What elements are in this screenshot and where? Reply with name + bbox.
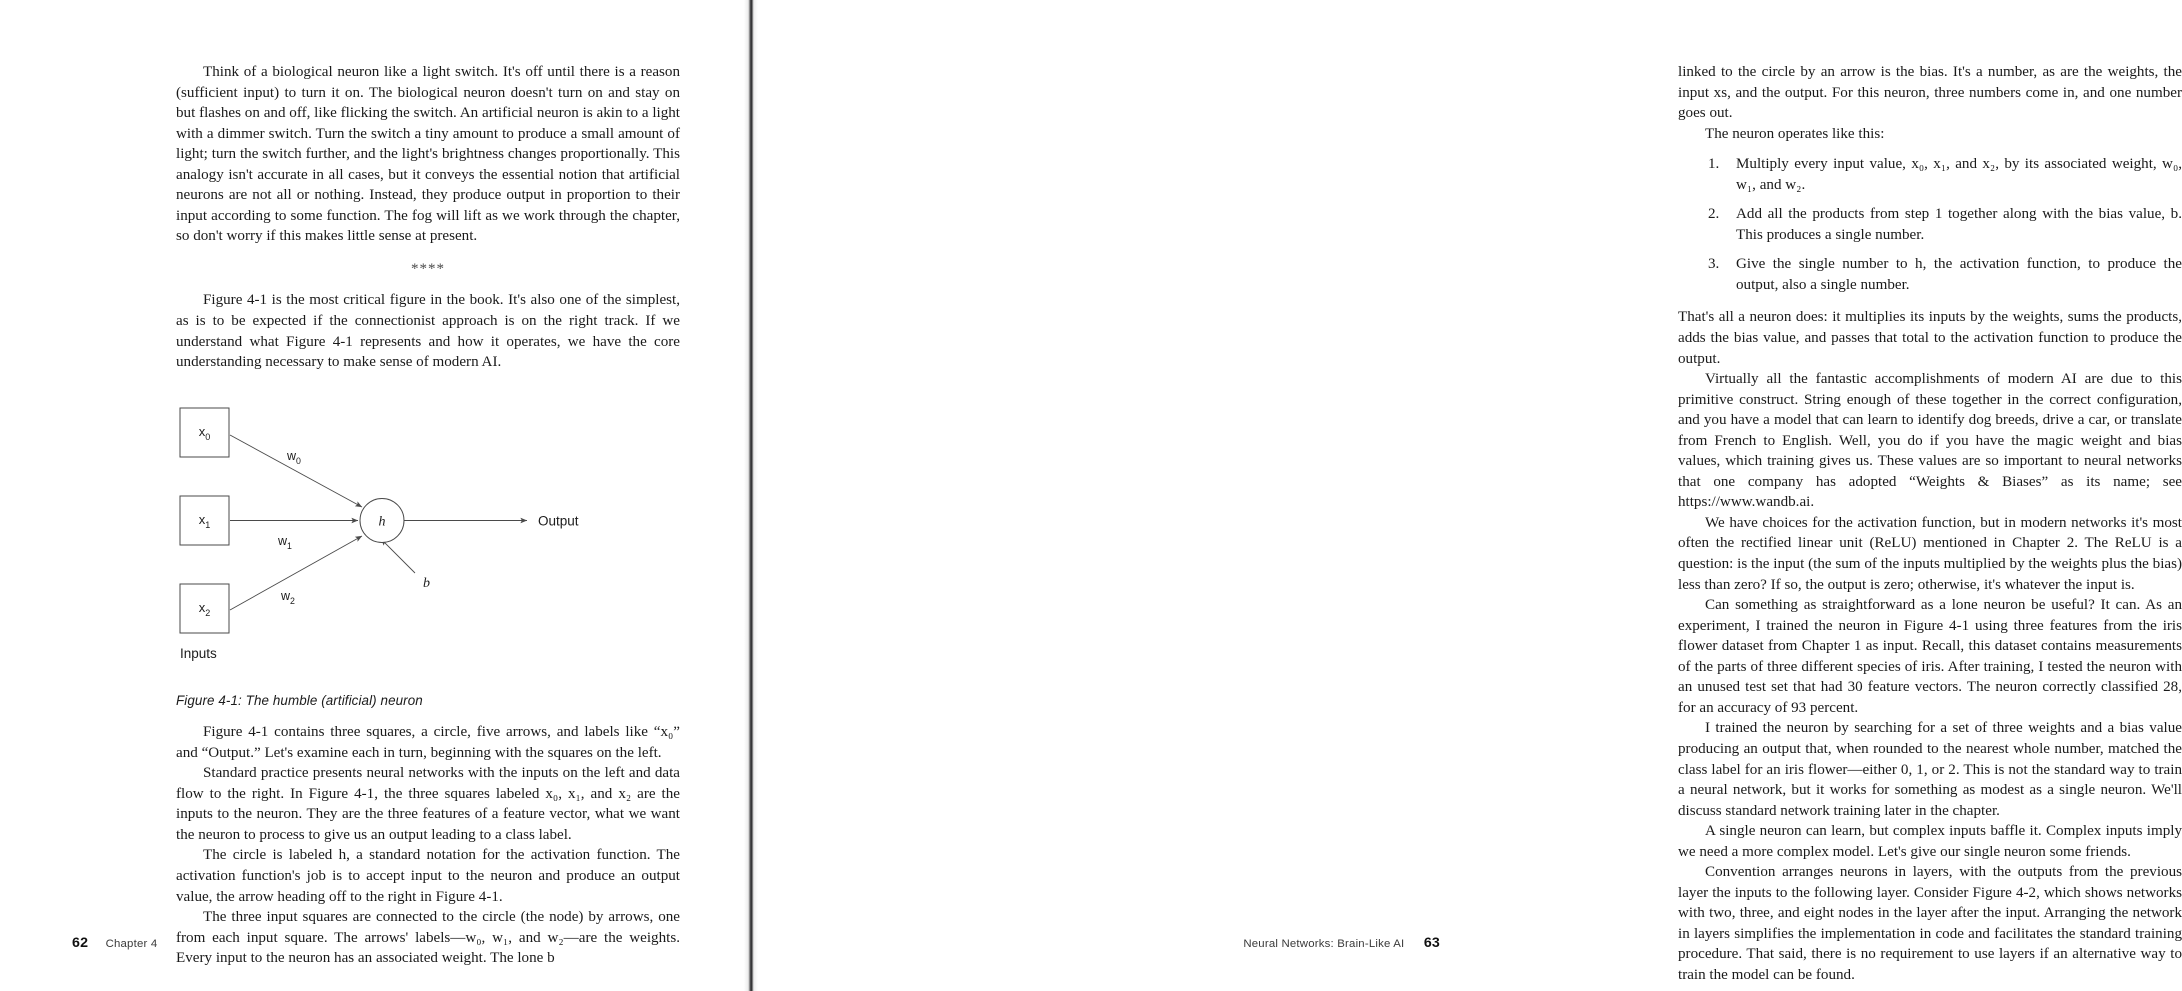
arrow-w2 [230,533,362,610]
label-w0: $w_0$ [287,448,301,466]
paragraph-training-search: I trained the neuron by searching for a set of three weights and a bias value producing an output that, when rounded to the nearest whole number, matched the class label for an iris flower—either 0, 1, or 2. This is not the standard way to train a neural network, but it works for something as modest as a single neuron. We'll discuss standard network training later in the chapter. [1678,720,2182,819]
paragraph-activation-choices: We have choices for the activation function, but in modern networks it's most often the rectified linear unit (ReLU) mentioned in Chapter 2. The ReLU is a question: is the input (the sum of the inputs multiplied by the weights plus the bias) less than zero? If so, the output is zero; otherwise, it's whatever the input is. [1678,514,2182,593]
figure-4-1 [176,397,680,689]
left-page-text-column [176,62,680,969]
paragraph-lead-in: The neuron operates like this: [1705,125,1885,142]
paragraph-circle-h [176,845,680,907]
svg-text:x1: $x_1$ [198,511,211,530]
list-item-number: 2. [1708,206,1720,223]
list-item [1678,154,2182,195]
paragraph-virtually-all: Virtually all the fantastic accomplishments of modern AI are due to this primitive construct. String enough of these together in the correct configuration, and you have a model that can learn to identify dog breeds, drive a car, or translate from French to English. Well, you do if you have the magic weight and bias values, which training gives us. These values are so important to neural networks that one company has adopted “Weights & Biases” as its name; see https://www.wandb.ai. [1678,371,2182,511]
list-item-text: Give the single number to h, the activation function, to produce the output, also a single number. [1736,256,2182,293]
svg-text:x0: $x_0$ [198,423,211,442]
page-number-right: 63 [1423,935,1440,951]
label-w2: $w_2$ [281,588,295,606]
label-inputs: Inputs [180,645,217,661]
list-item-number: 3. [1708,256,1720,273]
label-bias-b: b [423,575,430,591]
paragraph-single-neuron-limits: A single neuron can learn, but complex inputs baffle it. Complex inputs imply we need a more complex model. Let's give our single neuron some friends. [1678,823,2182,860]
input-square-x1 [180,496,229,545]
paragraph-thats-all: That's all a neuron does: it multiplies its inputs by the weights, sums the products, adds the bias value, and passes that total to the activation function to produce the output. [1678,309,2182,367]
neuron-node-h [360,498,404,542]
neuron-diagram-svg [175,397,679,689]
page-number-left: 62 [72,935,89,951]
running-head-right: Neural Networks: Brain-Like AI [1243,938,1405,950]
list-item [1678,254,2182,295]
label-output: Output [538,513,579,529]
paragraph-iris-experiment: Can something as straightforward as a lone neuron be useful? It can. As an experiment, I trained the neuron in Figure 4-1 using three features from the iris flower dataset from Chapter 1 as input. Recall, this dataset contains measurements of the parts of three different species of iris. After training, I tested the neuron with an unused test set that had 30 feature vectors. The neuron correctly classified 28, for an accuracy of 93 percent. [1678,597,2182,716]
paragraph-figure-intro: Figure 4-1 is the most critical figure in the book. It's also one of the simplest, as is to be expected if the connectionist approach is on the right track. If we understand what Figure 4-1 represents and how it operates, we have the core understanding necessary to make sense of modern AI. [176,292,680,371]
section-divider-asterisks: **** [411,260,445,277]
paragraph-layers-convention: Convention arranges neurons in layers, with the outputs from the previous layer the inputs to the following layer. Consider Figure 4-2, which shows networks with two, three, and eight nodes in the layer after the input. Arranging the network in layers simplifies the implementation in code and facilitates the standard training procedure. That said, there is no requirement to use layers if an alternative way to train the model can be found. [1678,864,2182,983]
book-gutter [744,0,758,991]
figure-4-1-caption: Figure 4-1: The humble (artificial) neuron [176,692,423,708]
paragraph-bias-continued: linked to the circle by an arrow is the bias. It's a number, as are the weights, the input xs, and the output. For this neuron, three numbers come in, and one number goes out. [1678,64,2182,122]
input-square-x2 [180,584,229,633]
arrow-w0 [230,435,362,507]
paragraph-text: The circle is labeled h, a standard notation for the activation function. The activation function's job is to accept input to the neuron and produce an output value, the arrow heading off to the right in Figure 4-1. [176,847,680,905]
paragraph-light-switch: Think of a biological neuron like a light switch. It's off until there is a reason (sufficient input) to turn it on. The biological neuron doesn't turn on and stay on but flashes on and off, like flicking the switch. An artificial neuron is akin to a light with a dimmer switch. Turn the switch a tiny amount to produce a small amount of light; turn the switch further, and the light's brightness changes proportionally. This analogy isn't accurate in all cases, but it conveys the essential notion that artificial neurons are not all or nothing. Instead, they produce output in proportion to their input according to some function. The fog will lift as we work through the chapter, so don't worry if this makes little sense at present. [176,64,680,245]
paragraph-weights [176,907,680,969]
svg-text:h: h [378,514,386,530]
paragraph-figure-contents [176,722,680,763]
paragraph-text: Figure 4-1 contains three squares, a circle, five arrows, and labels like “x₀” and “Output.” Let's examine each in turn, beginning with the squares on the left. [176,724,680,761]
running-head-left: Chapter 4 [105,938,158,950]
paragraph-standard-practice [176,763,680,845]
paragraph-text: Standard practice presents neural networks with the inputs on the left and data flow to the right. In Figure 4-1, the three squares labeled x₀, x₁, and x₂ are the inputs to the neuron. They are the three features of a feature vector, what we want the neuron to process to give us an output leading to a class label. [176,765,680,843]
list-item-text: Add all the products from step 1 together along with the bias value, b. This produces a single number. [1736,206,2182,243]
list-item-number: 1. [1708,156,1720,173]
input-square-x0 [180,408,229,457]
list-item-text: Multiply every input value, x₀, x₁, and x₂, by its associated weight, w₀, w₁, and w₂. [1736,156,2182,193]
right-page [750,0,2182,991]
neuron-steps-list [1678,154,2182,295]
svg-text:x2: $x_2$ [198,599,211,618]
left-page [0,0,750,991]
paragraph-text: The three input squares are connected to the circle (the node) by arrows, one from each input square. The arrows' labels—w₀, w₁, and w₂—are the weights. Every input to the neuron has an associated weight. The lone b [176,909,680,967]
arrow-bias [381,539,415,573]
label-w1: $w_1$ [278,533,292,551]
footer-left-page [72,935,157,951]
footer-right-page [1243,935,1440,951]
right-page-text-column [1678,62,2182,986]
list-item [1678,204,2182,245]
